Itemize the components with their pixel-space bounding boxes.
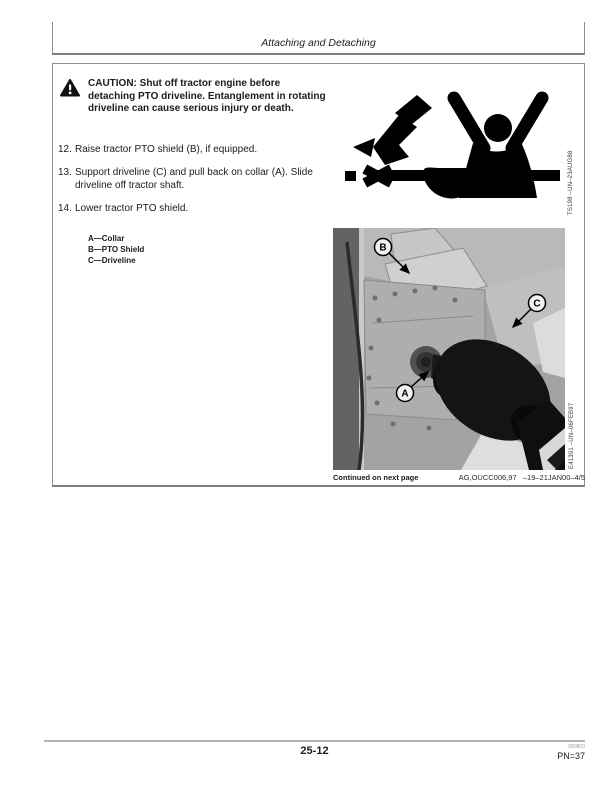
step-text: Lower tractor PTO shield. [75, 203, 189, 214]
running-header [52, 22, 585, 55]
step-text: Raise tractor PTO shield (B), if equipped. [75, 144, 258, 155]
step-number: 14. [58, 203, 72, 214]
legend-item: B—PTO Shield [88, 245, 145, 254]
date-code: 050803 [568, 744, 585, 750]
caution-text: CAUTION: Shut off tractor engine before detaching PTO driveline. Entanglement in rotating driveline can cause serious injury or death. [88, 78, 326, 114]
pn-number: PN=37 [557, 751, 585, 761]
doc-code: AG,OUCC006,97 –19–21JAN00–4/5 [458, 473, 585, 482]
continued-row [333, 473, 585, 482]
step-text: Support driveline (C) and pull back on collar (A). Slide driveline off tractor shaft. [75, 167, 313, 191]
svg-text:B: B [379, 242, 387, 254]
continued-note: Continued on next page [333, 473, 419, 482]
step-item [58, 202, 324, 215]
pto-driveline-photo [333, 228, 565, 470]
pictogram-caption: TS198 –UN–23AUG88 [568, 150, 574, 215]
step-number: 12. [58, 144, 72, 155]
warning-triangle-icon [60, 79, 80, 97]
page-title: Attaching and Detaching [261, 37, 376, 49]
svg-text:A: A [401, 388, 409, 400]
step-number: 13. [58, 167, 72, 178]
footer-divider [44, 740, 585, 742]
legend-item: A—Collar [88, 234, 125, 243]
procedure-steps [58, 143, 324, 225]
page-number: 25-12 [300, 745, 329, 757]
legend-item: C—Driveline [88, 256, 136, 265]
photo-caption: E41391 –UN–06FEB97 [569, 402, 575, 469]
callout-legend [88, 233, 144, 266]
step-item [58, 166, 324, 192]
footer-right-block [557, 744, 585, 761]
pto-entanglement-pictogram [345, 85, 560, 210]
step-item [58, 143, 324, 156]
svg-text:C: C [533, 298, 541, 310]
